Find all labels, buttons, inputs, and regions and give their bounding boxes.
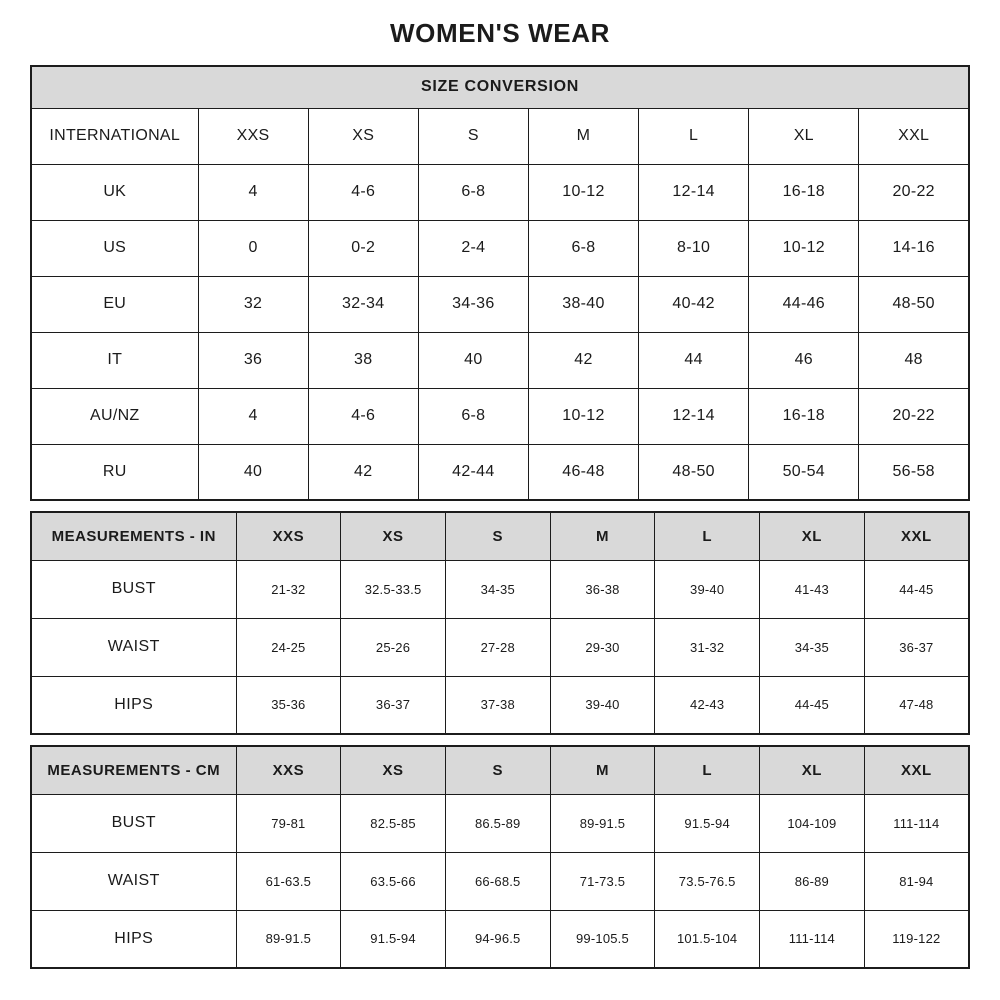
table-row <box>31 164 969 220</box>
measurement-cell: 71-73.5 <box>550 852 655 910</box>
size-cell: 32-34 <box>308 276 418 332</box>
size-cell: 6-8 <box>418 388 528 444</box>
measurement-cell: 39-40 <box>550 676 655 734</box>
column-header-s: S <box>445 746 550 794</box>
measurement-cell: 32.5-33.5 <box>341 560 446 618</box>
row-label-waist: WAIST <box>31 618 236 676</box>
size-cell: 42 <box>308 444 418 500</box>
size-cell: 12-14 <box>639 388 749 444</box>
measurement-cell: 82.5-85 <box>341 794 446 852</box>
measurements-in-title: MEASUREMENTS - IN <box>31 512 236 560</box>
table-row <box>31 676 969 734</box>
size-cell: 36 <box>198 332 308 388</box>
size-cell: 48-50 <box>859 276 969 332</box>
column-header-international: INTERNATIONAL <box>31 108 198 164</box>
column-header-l: L <box>655 512 760 560</box>
measurement-cell: 36-38 <box>550 560 655 618</box>
measurement-cell: 119-122 <box>864 910 969 968</box>
column-header-xl: XL <box>760 512 865 560</box>
measurement-cell: 66-68.5 <box>445 852 550 910</box>
column-header-xs: XS <box>341 746 446 794</box>
size-cell: 4-6 <box>308 164 418 220</box>
table-row <box>31 444 969 500</box>
measurement-cell: 94-96.5 <box>445 910 550 968</box>
column-header-xxs: XXS <box>236 746 341 794</box>
column-header-l: L <box>655 746 760 794</box>
column-header-s: S <box>418 108 528 164</box>
table-row <box>31 220 969 276</box>
row-label-aunz: AU/NZ <box>31 388 198 444</box>
measurement-cell: 99-105.5 <box>550 910 655 968</box>
row-label-hips: HIPS <box>31 676 236 734</box>
size-cell: 42 <box>528 332 638 388</box>
size-cell: 0 <box>198 220 308 276</box>
measurement-cell: 86.5-89 <box>445 794 550 852</box>
size-cell: 48 <box>859 332 969 388</box>
row-label-bust: BUST <box>31 794 236 852</box>
size-cell: 40 <box>198 444 308 500</box>
column-header-s: S <box>445 512 550 560</box>
measurements-in-table <box>30 511 970 735</box>
measurement-cell: 34-35 <box>445 560 550 618</box>
size-cell: 12-14 <box>639 164 749 220</box>
size-cell: 6-8 <box>418 164 528 220</box>
measurement-cell: 36-37 <box>864 618 969 676</box>
size-cell: 16-18 <box>749 388 859 444</box>
column-header-xl: XL <box>760 746 865 794</box>
page-title: WOMEN'S WEAR <box>390 18 610 48</box>
measurement-cell: 37-38 <box>445 676 550 734</box>
size-cell: 42-44 <box>418 444 528 500</box>
measurement-cell: 42-43 <box>655 676 760 734</box>
column-header-xs: XS <box>341 512 446 560</box>
size-cell: 6-8 <box>528 220 638 276</box>
size-cell: 32 <box>198 276 308 332</box>
size-cell: 44 <box>639 332 749 388</box>
measurement-cell: 44-45 <box>760 676 865 734</box>
measurement-cell: 111-114 <box>760 910 865 968</box>
row-label-hips: HIPS <box>31 910 236 968</box>
measurement-cell: 47-48 <box>864 676 969 734</box>
column-header-xl: XL <box>749 108 859 164</box>
measurement-cell: 73.5-76.5 <box>655 852 760 910</box>
measurement-cell: 34-35 <box>760 618 865 676</box>
column-header-xs: XS <box>308 108 418 164</box>
column-header-xxs: XXS <box>198 108 308 164</box>
column-header-xxl: XXL <box>859 108 969 164</box>
measurement-cell: 35-36 <box>236 676 341 734</box>
size-cell: 10-12 <box>749 220 859 276</box>
measurement-cell: 41-43 <box>760 560 865 618</box>
table-row <box>31 910 969 968</box>
size-cell: 20-22 <box>859 164 969 220</box>
table-row <box>31 618 969 676</box>
measurement-cell: 104-109 <box>760 794 865 852</box>
measurement-cell: 81-94 <box>864 852 969 910</box>
measurement-cell: 31-32 <box>655 618 760 676</box>
measurement-cell: 29-30 <box>550 618 655 676</box>
table-row <box>31 794 969 852</box>
measurement-cell: 89-91.5 <box>550 794 655 852</box>
size-cell: 8-10 <box>639 220 749 276</box>
table-row <box>31 388 969 444</box>
size-cell: 20-22 <box>859 388 969 444</box>
column-header-xxl: XXL <box>864 746 969 794</box>
measurement-cell: 27-28 <box>445 618 550 676</box>
table-row <box>31 276 969 332</box>
table-header-row <box>31 746 969 794</box>
size-cell: 10-12 <box>528 388 638 444</box>
measurement-cell: 91.5-94 <box>655 794 760 852</box>
measurement-cell: 86-89 <box>760 852 865 910</box>
size-cell: 56-58 <box>859 444 969 500</box>
measurement-cell: 36-37 <box>341 676 446 734</box>
size-cell: 48-50 <box>639 444 749 500</box>
size-cell: 46-48 <box>528 444 638 500</box>
measurement-cell: 111-114 <box>864 794 969 852</box>
table-row <box>31 852 969 910</box>
size-cell: 0-2 <box>308 220 418 276</box>
size-cell: 34-36 <box>418 276 528 332</box>
measurement-cell: 79-81 <box>236 794 341 852</box>
table-row <box>31 332 969 388</box>
table-row <box>31 560 969 618</box>
size-cell: 38-40 <box>528 276 638 332</box>
row-label-bust: BUST <box>31 560 236 618</box>
measurements-cm-table <box>30 745 970 969</box>
size-cell: 16-18 <box>749 164 859 220</box>
size-cell: 38 <box>308 332 418 388</box>
row-label-us: US <box>31 220 198 276</box>
measurement-cell: 91.5-94 <box>341 910 446 968</box>
table-row <box>31 108 969 164</box>
column-header-xxl: XXL <box>864 512 969 560</box>
row-label-ru: RU <box>31 444 198 500</box>
measurement-cell: 89-91.5 <box>236 910 341 968</box>
measurement-cell: 44-45 <box>864 560 969 618</box>
size-cell: 2-4 <box>418 220 528 276</box>
measurement-cell: 24-25 <box>236 618 341 676</box>
row-label-it: IT <box>31 332 198 388</box>
column-header-m: M <box>550 512 655 560</box>
size-cell: 4 <box>198 164 308 220</box>
measurement-cell: 101.5-104 <box>655 910 760 968</box>
size-cell: 44-46 <box>749 276 859 332</box>
row-label-eu: EU <box>31 276 198 332</box>
row-label-uk: UK <box>31 164 198 220</box>
column-header-m: M <box>550 746 655 794</box>
column-header-l: L <box>639 108 749 164</box>
table-header-row <box>31 512 969 560</box>
size-cell: 40 <box>418 332 528 388</box>
measurement-cell: 63.5-66 <box>341 852 446 910</box>
measurement-cell: 61-63.5 <box>236 852 341 910</box>
column-header-xxs: XXS <box>236 512 341 560</box>
size-conversion-title: SIZE CONVERSION <box>31 66 969 108</box>
measurements-cm-title: MEASUREMENTS - CM <box>31 746 236 794</box>
row-label-waist: WAIST <box>31 852 236 910</box>
size-cell: 40-42 <box>639 276 749 332</box>
size-cell: 46 <box>749 332 859 388</box>
measurement-cell: 21-32 <box>236 560 341 618</box>
measurement-cell: 39-40 <box>655 560 760 618</box>
size-cell: 50-54 <box>749 444 859 500</box>
size-cell: 4 <box>198 388 308 444</box>
column-header-m: M <box>528 108 638 164</box>
size-cell: 4-6 <box>308 388 418 444</box>
size-cell: 10-12 <box>528 164 638 220</box>
measurement-cell: 25-26 <box>341 618 446 676</box>
size-cell: 14-16 <box>859 220 969 276</box>
size-conversion-table <box>30 65 970 501</box>
